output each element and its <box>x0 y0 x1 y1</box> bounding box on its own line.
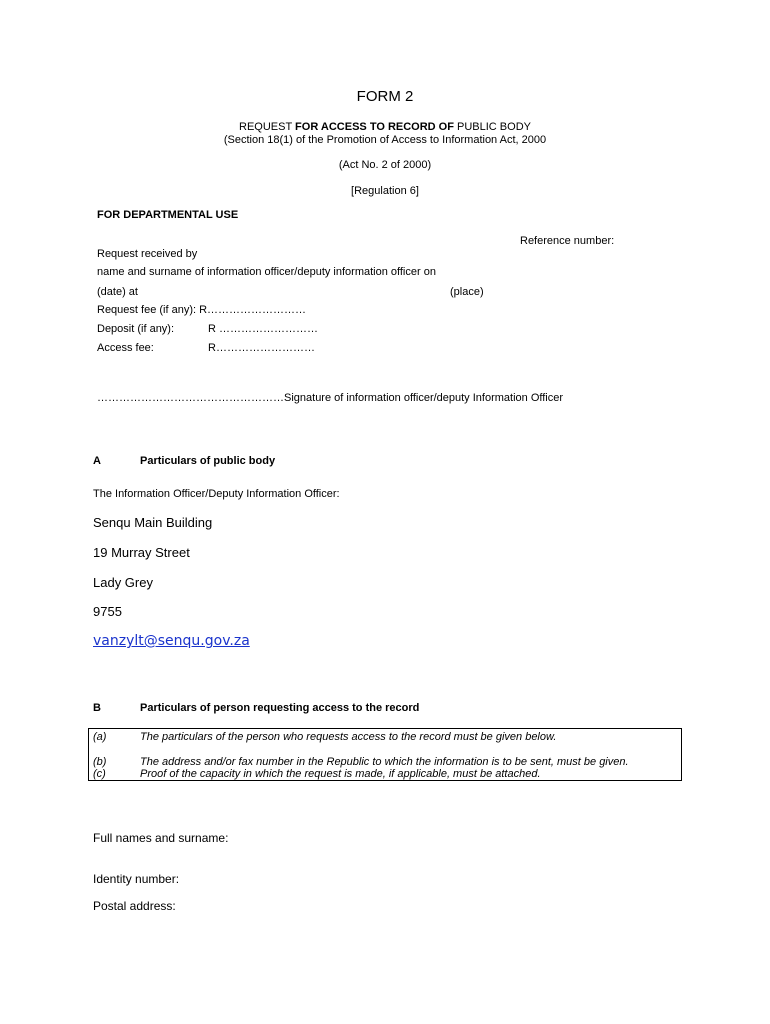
section-b-letter: B <box>93 702 101 714</box>
note-c-text: Proof of the capacity in which the request is made, if applicable, must be attached. <box>140 768 541 780</box>
full-names-field-label: Full names and surname: <box>93 831 229 845</box>
section-a-letter: A <box>93 455 101 467</box>
received-by-text: Request received by <box>97 248 198 260</box>
note-b-label: (b) <box>93 756 107 768</box>
section-reference: (Section 18(1) of the Promotion of Access to Information Act, 2000 <box>223 134 547 146</box>
request-prefix: REQUEST <box>239 121 296 133</box>
information-officer-line: The Information Officer/Deputy Information Officer: <box>93 488 340 500</box>
note-b-text: The address and/or fax number in the Republic to which the information is to be sent, must be given. <box>140 756 629 768</box>
form-title: FORM 2 <box>356 88 414 105</box>
address-postcode: 9755 <box>93 604 122 619</box>
note-c-label: (c) <box>93 768 106 780</box>
deposit-label: Deposit (if any): <box>97 323 175 335</box>
request-bold: FOR ACCESS TO RECORD OF <box>295 121 454 133</box>
regulation-reference: [Regulation 6] <box>351 185 419 197</box>
date-at-label: (date) at <box>97 286 138 298</box>
departmental-heading: FOR DEPARTMENTAL USE <box>97 209 239 221</box>
officer-name-line: name and surname of information officer/deputy information officer on <box>97 266 436 278</box>
deposit-value: R ……………………… <box>208 323 318 335</box>
email-link[interactable]: vanzylt@senqu.gov.za <box>93 633 250 649</box>
address-street: 19 Murray Street <box>93 545 190 560</box>
section-a-title: Particulars of public body <box>140 455 276 467</box>
address-town: Lady Grey <box>93 575 153 590</box>
request-title <box>0 121 770 133</box>
request-fee-line: Request fee (if any): R……………………… <box>97 304 307 316</box>
address-building: Senqu Main Building <box>93 515 213 530</box>
access-fee-value: R……………………… <box>208 342 315 354</box>
section-b-title: Particulars of person requesting access to the record <box>140 702 420 714</box>
act-reference: (Act No. 2 of 2000) <box>338 159 432 171</box>
reference-number-label: Reference number: <box>520 235 615 247</box>
postal-address-field-label: Postal address: <box>93 899 176 913</box>
note-a-text: The particulars of the person who requests access to the record must be given below. <box>140 731 557 743</box>
identity-number-field-label: Identity number: <box>93 872 180 886</box>
signature-line: ……………………………………………Signature of information officer/deputy Information Officer <box>97 392 564 404</box>
request-suffix: PUBLIC BODY <box>453 121 531 133</box>
access-fee-label: Access fee: <box>97 342 154 354</box>
note-a-label: (a) <box>93 731 107 743</box>
place-label: (place) <box>450 286 484 298</box>
